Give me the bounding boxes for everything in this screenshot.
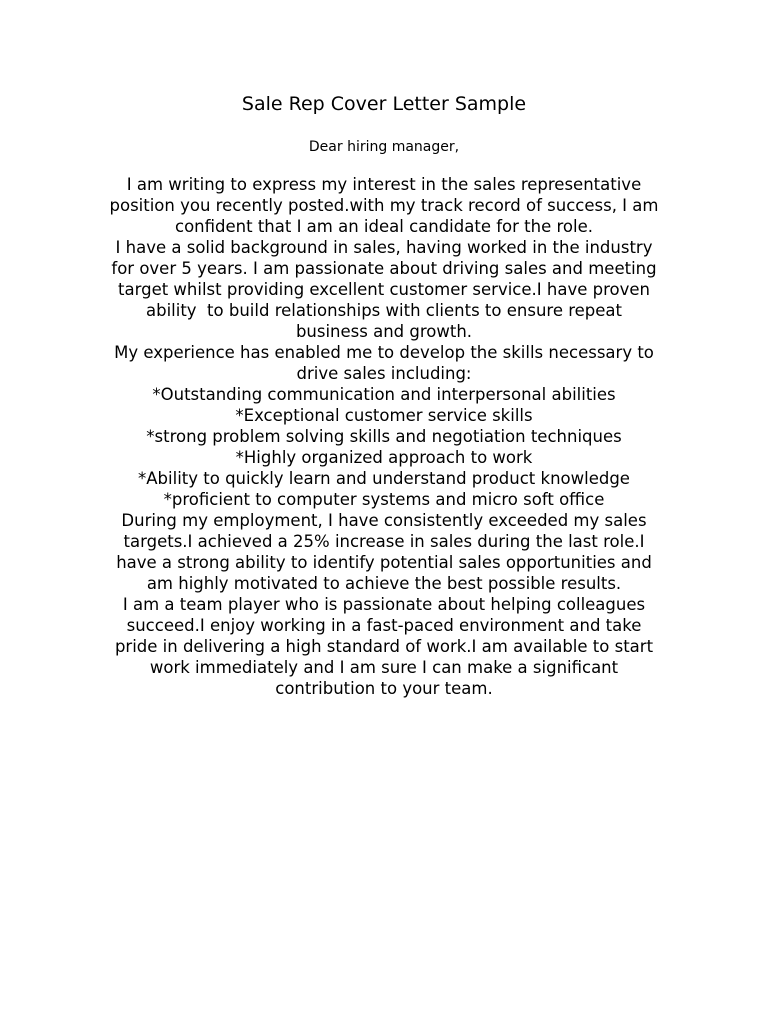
skill-bullet: *proficient to computer systems and micro soft office [163,490,605,509]
letter-body [74,174,694,699]
body-line: work immediately and I am sure I can make a significant [149,658,619,677]
body-line: During my employment, I have consistently exceeded my sales [121,511,647,530]
skill-bullet: *Ability to quickly learn and understand product knowledge [138,469,630,488]
salutation: Dear hiring manager, [308,139,460,155]
skill-bullet: *Exceptional customer service skills [235,406,533,425]
body-line: pride in delivering a high standard of work.I am available to start [114,637,654,656]
skill-bullet: *strong problem solving skills and negotiation techniques [146,427,622,446]
body-line: I have a solid background in sales, having worked in the industry [115,238,653,257]
body-line: succeed.I enjoy working in a fast-paced environment and take [126,616,642,635]
body-line: My experience has enabled me to develop the skills necessary to [114,343,654,362]
body-line: I am a team player who is passionate about helping colleagues [122,595,646,614]
document-title: Sale Rep Cover Letter Sample [241,93,527,115]
body-line: have a strong ability to identify potential sales opportunities and [116,553,652,572]
body-line: drive sales including: [296,364,472,383]
body-line: am highly motivated to achieve the best possible results. [146,574,622,593]
body-line: position you recently posted.with my track record of success, I am [109,196,659,215]
body-line: targets.I achieved a 25% increase in sales during the last role.I [123,532,645,551]
body-line: I am writing to express my interest in the sales representative [126,175,642,194]
body-line: ability to build relationships with clients to ensure repeat [146,301,622,320]
body-line: contribution to your team. [275,679,493,698]
body-line: for over 5 years. I am passionate about driving sales and meeting [111,259,657,278]
body-line: confident that I am an ideal candidate for the role. [175,217,593,236]
skill-bullet: *Highly organized approach to work [235,448,533,467]
skill-bullet: *Outstanding communication and interpersonal abilities [152,385,616,404]
body-line: target whilst providing excellent customer service.I have proven [118,280,650,299]
body-line: business and growth. [295,322,473,341]
